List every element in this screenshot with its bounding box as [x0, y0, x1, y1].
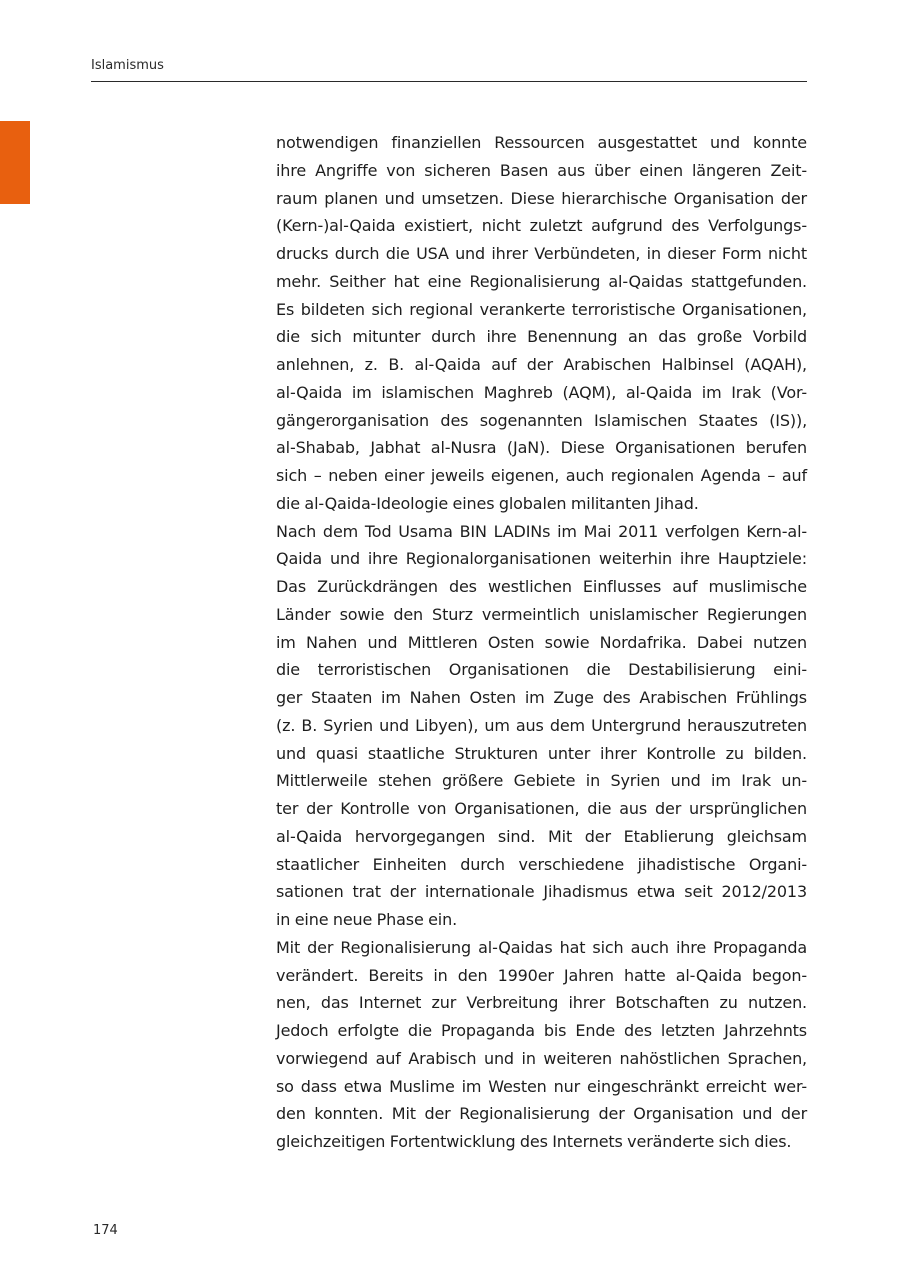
paragraph-line: drucks durch die USA und ihrer Verbündeten, in dieser Form nicht	[276, 244, 807, 263]
paragraph-line: (Kern-)al-Qaida existiert, nicht zuletzt aufgrund des Verfolgungs-	[276, 216, 807, 236]
paragraph-line: al-Qaida hervorgegangen sind. Mit der Etablierung gleichsam	[276, 826, 807, 846]
paragraph-line: die sich mitunter durch ihre Benennung an das große Vorbild	[276, 327, 807, 347]
paragraph-line: gleichzeitigen Fortentwicklung des Internets veränderte sich dies.	[276, 1132, 792, 1151]
paragraph-line: notwendigen finanziellen Ressourcen ausgestattet und konnte	[276, 133, 807, 152]
body-text-column	[276, 129, 807, 1156]
paragraph-line: Mittlerweile stehen größere Gebiete in Syrien und im Irak un-	[276, 771, 807, 791]
paragraph-line: mehr. Seither hat eine Regionalisierung al-Qaidas stattgefunden.	[276, 271, 807, 291]
body-paragraph	[276, 129, 807, 518]
paragraph-line: ger Staaten im Nahen Osten im Zuge des Arabischen Frühlings	[276, 688, 807, 707]
paragraph-line: die terroristischen Organisationen die Destabilisierung eini-	[276, 660, 807, 680]
paragraph-line: vorwiegend auf Arabisch und in weiteren nahöstlichen Sprachen,	[276, 1048, 807, 1068]
paragraph-line: ihre Angriffe von sicheren Basen aus über einen längeren Zeit-	[276, 160, 807, 180]
paragraph-line: Jedoch erfolgte die Propaganda bis Ende des letzten Jahrzehnts	[276, 1021, 807, 1040]
paragraph-line: ter der Kontrolle von Organisationen, die aus der ursprünglichen	[276, 799, 807, 818]
paragraph-line: gängerorganisation des sogenannten Islamischen Staates (IS)),	[276, 410, 807, 430]
paragraph-line: al-Shabab, Jabhat al-Nusra (JaN). Diese Organisationen berufen	[276, 438, 807, 458]
paragraph-line: die al-Qaida-Ideologie eines globalen militanten Jihad.	[276, 493, 699, 513]
paragraph-line: Länder sowie den Sturz vermeintlich unislamischer Regierungen	[276, 604, 807, 624]
paragraph-line: Es bildeten sich regional verankerte terroristische Organisationen,	[276, 299, 807, 319]
chapter-thumb-tab	[0, 121, 30, 204]
paragraph-line: raum planen und umsetzen. Diese hierarchische Organisation der	[276, 188, 807, 208]
header-rule	[91, 81, 807, 82]
paragraph-line: Das Zurückdrängen des westlichen Einflusses auf muslimische	[276, 577, 807, 596]
paragraph-line: Mit der Regionalisierung al-Qaidas hat sich auch ihre Propaganda	[276, 937, 807, 957]
paragraph-line: Nach dem Tod Usama BIN LADINs im Mai 2011 verfolgen Kern-al-	[276, 521, 807, 541]
paragraph-line: anlehnen, z. B. al-Qaida auf der Arabischen Halbinsel (AQAH),	[276, 355, 807, 374]
paragraph-line: und quasi staatliche Strukturen unter ihrer Kontrolle zu bilden.	[276, 743, 807, 763]
paragraph-line: den konnten. Mit der Regionalisierung der Organisation und der	[276, 1104, 807, 1124]
running-head-title: Islamismus	[91, 58, 164, 73]
paragraph-line: staatlicher Einheiten durch verschiedene jihadistische Organi-	[276, 854, 807, 874]
paragraph-line: Qaida und ihre Regionalorganisationen weiterhin ihre Hauptziele:	[276, 549, 807, 569]
paragraph-line: im Nahen und Mittleren Osten sowie Nordafrika. Dabei nutzen	[276, 632, 807, 652]
paragraph-line: so dass etwa Muslime im Westen nur eingeschränkt erreicht wer-	[276, 1076, 807, 1096]
body-paragraph	[276, 934, 807, 1156]
body-paragraph	[276, 518, 807, 934]
paragraph-line: (z. B. Syrien und Libyen), um aus dem Untergrund herauszutreten	[276, 715, 807, 735]
paragraph-line: al-Qaida im islamischen Maghreb (AQM), al-Qaida im Irak (Vor-	[276, 382, 807, 402]
page-number: 174	[93, 1223, 118, 1238]
paragraph-line: nen, das Internet zur Verbreitung ihrer Botschaften zu nutzen.	[276, 993, 807, 1013]
paragraph-line: verändert. Bereits in den 1990er Jahren hatte al-Qaida begon-	[276, 965, 807, 985]
paragraph-line: sich – neben einer jeweils eigenen, auch regionalen Agenda – auf	[276, 466, 807, 485]
paragraph-line: in eine neue Phase ein.	[276, 910, 458, 929]
paragraph-line: sationen trat der internationale Jihadismus etwa seit 2012/2013	[276, 882, 807, 902]
